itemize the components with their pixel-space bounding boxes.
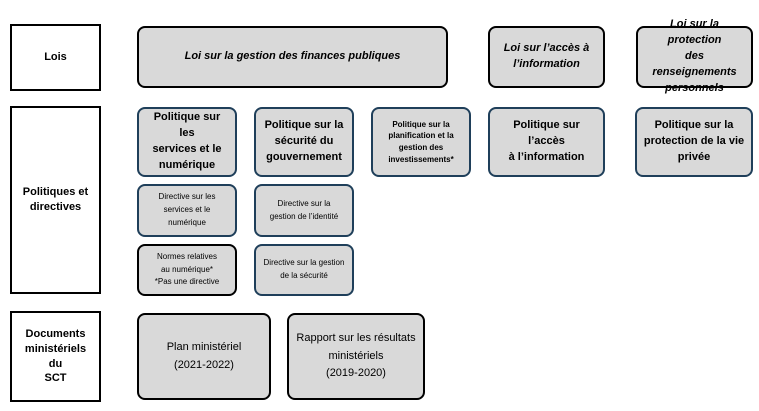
policy-investment-planning — [371, 107, 471, 177]
directive-service-digital — [137, 184, 237, 237]
row-label-laws — [10, 24, 101, 91]
policy-privacy-protection — [635, 107, 753, 177]
policy-privacy-protection-text: Politique sur la protection de la vie privée — [643, 119, 745, 163]
policy-government-security-text: Politique sur la sécurité du gouvernement — [264, 119, 344, 163]
policy-government-security — [254, 107, 354, 177]
directive-identity-management-text: Directive sur la gestion de l’identité — [269, 198, 339, 221]
document-results-report — [287, 313, 425, 400]
policy-service-digital — [137, 107, 237, 177]
document-results-report-text: Rapport sur les résultats ministériels (2019-2020) — [296, 332, 416, 380]
law-privacy — [636, 18, 753, 94]
policy-service-digital-text: Politique sur les services et le numérique — [152, 111, 222, 171]
policy-access-information — [488, 107, 605, 177]
directive-identity-management — [254, 184, 354, 237]
law-privacy-text: Loi sur la protection des renseignements personnels — [652, 18, 737, 94]
row-label-documents-text: Documents ministériels du SCT — [24, 327, 87, 385]
row-label-laws-text: Lois — [44, 51, 67, 64]
law-public-finances — [137, 26, 448, 88]
policy-investment-planning-text: Politique sur la planification et la gestion des investissements* — [388, 119, 454, 164]
row-label-policies — [10, 106, 101, 294]
standards-digital — [137, 244, 237, 296]
law-access-information-text: Loi sur l’accès à l’information — [503, 42, 590, 70]
directive-security-management — [254, 244, 354, 296]
law-public-finances-text: Loi sur la gestion des finances publiques — [184, 50, 401, 63]
document-departmental-plan — [137, 313, 271, 400]
standards-digital-text: Normes relatives au numérique* *Pas une directive — [154, 251, 220, 287]
law-access-information — [488, 26, 605, 88]
directive-security-management-text: Directive sur la gestion de la sécurité — [263, 258, 345, 280]
document-departmental-plan-text: Plan ministériel (2021-2022) — [166, 340, 242, 371]
row-label-policies-text: Politiques et directives — [22, 186, 89, 213]
policy-access-information-text: Politique sur l’accès à l’information — [508, 119, 585, 163]
directive-service-digital-text: Directive sur les services et le numérique — [158, 192, 216, 227]
row-label-documents — [10, 311, 101, 402]
